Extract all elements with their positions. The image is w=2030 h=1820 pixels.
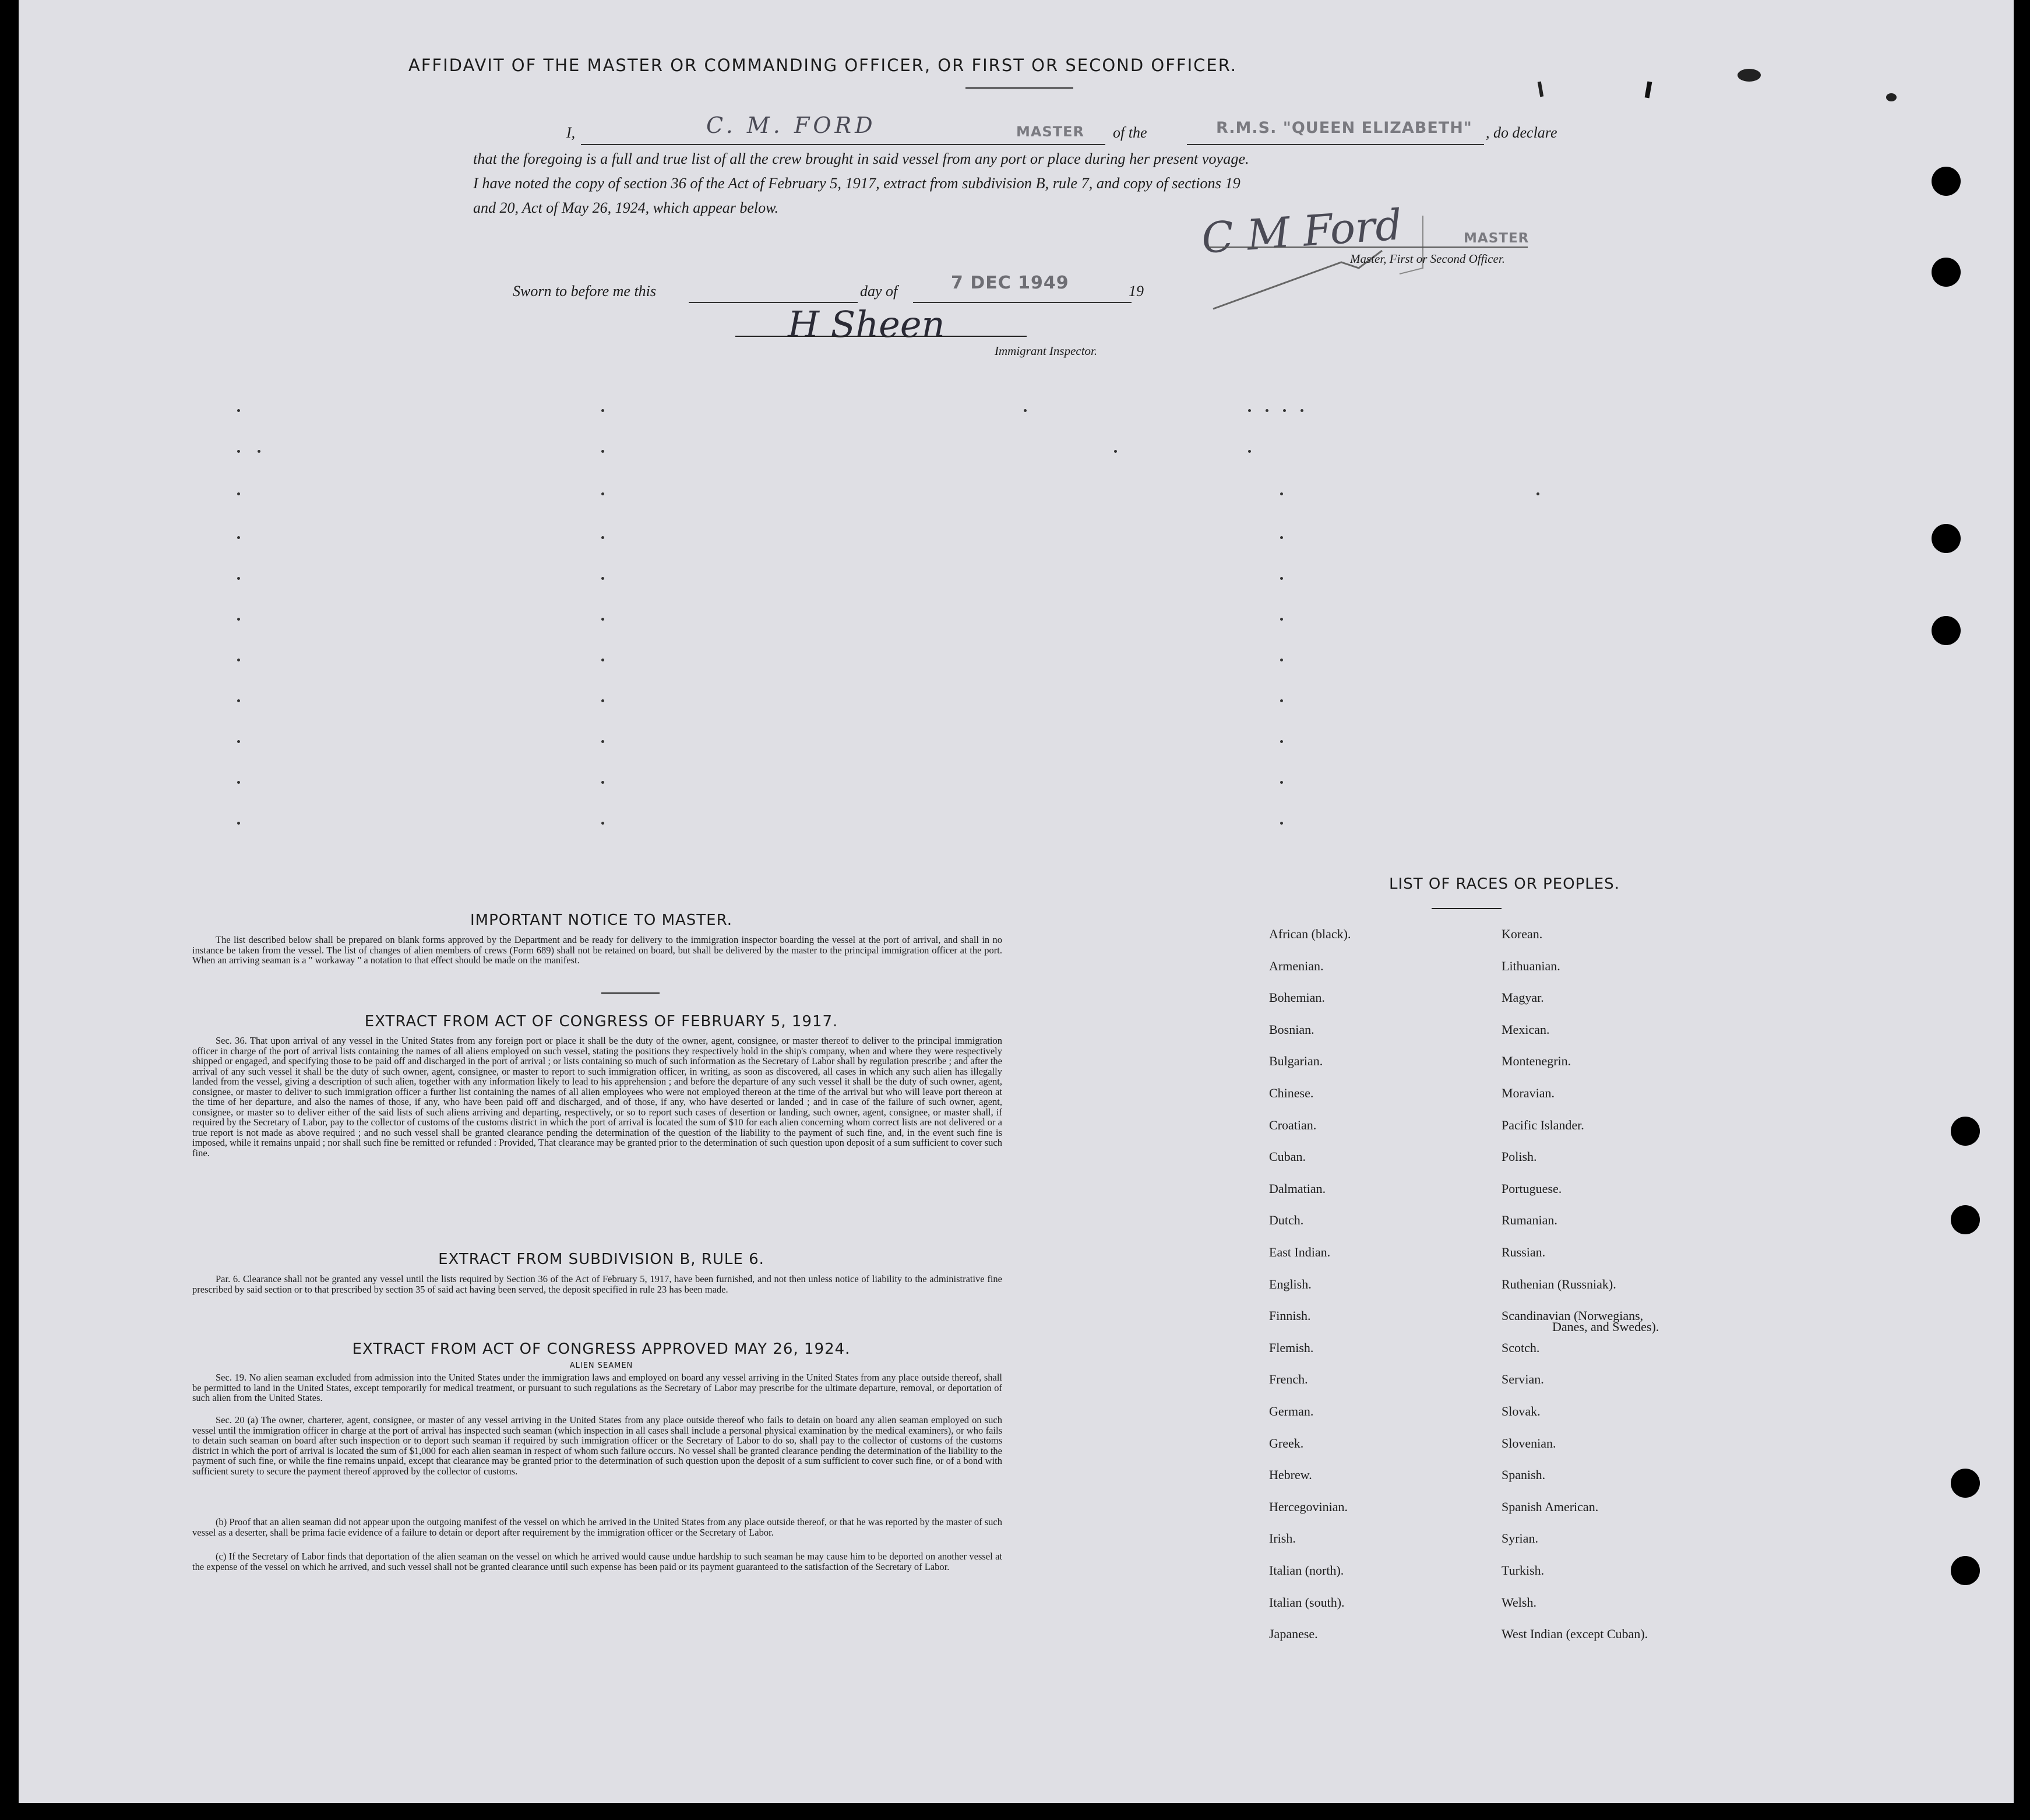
year-prefix: 19 xyxy=(1129,283,1144,300)
race-item: Montenegrin. xyxy=(1502,1054,1571,1069)
rank-stamp: MASTER xyxy=(1016,124,1084,140)
race-item: Scandinavian (Norwegians, xyxy=(1502,1308,1644,1323)
race-item: Lithuanian. xyxy=(1502,958,1560,973)
ink-mark xyxy=(1538,82,1543,97)
punch-hole xyxy=(1932,524,1961,553)
race-item: Cuban. xyxy=(1269,1149,1306,1164)
race-item: Armenian. xyxy=(1269,958,1324,973)
declaration-line-3: I have noted the copy of section 36 of the Act of February 5, 1917, extract from subdivision B, rule 7, and copy of sections 19 xyxy=(473,175,1240,192)
race-item: Dalmatian. xyxy=(1269,1181,1326,1196)
ink-mark xyxy=(1738,69,1761,82)
sec20a-body: Sec. 20 (a) The owner, charterer, agent, consignee, or master of any vessel arriving in the United States from any place outside thereof who fails to detain on board any alien seaman employed on such vessel until the immigration officer in charge at the port of arrival has inspected such seaman (which inspection in all cases shall include a personal physical examination by the medical examiners), or who fails to detain such seaman on board after such inspection or to deport such seaman if required by such immigration officer or the Secretary of Labor to do so, shall pay to the collector of customs of the customs district in which the port of arrival is located the sum of $1,000 for each alien seaman in respect of whom such failure occurs. No vessel shall be granted clearance pending the determination of the liability to the payment of such fine, or while the fine remains unpaid, except that clearance may be granted prior to the determination of such question upon the deposit of a sum sufficient to cover such fine, or of a bond with sufficient surety to secure the payment thereof approved by the collector of customs. xyxy=(192,1414,1002,1477)
race-item: Greek. xyxy=(1269,1435,1304,1451)
race-item: Ruthenian (Russniak). xyxy=(1502,1276,1616,1291)
sec19-body: Sec. 19. No alien seaman excluded from admission into the United States under the immigration laws and employed on board any vessel arriving in the United States from any place outside thereof, shall be permitted to land in the United States, except temporarily for medical treatment, or pursuant to such regulations as the Secretary of Labor may prescribe for the ultimate departure, removal, or deportation of such alien from the United States. xyxy=(192,1372,1002,1403)
sworn-label: Sworn to before me this xyxy=(513,283,657,300)
document-page xyxy=(19,0,2014,1803)
race-item: Polish. xyxy=(1502,1149,1537,1164)
inspector-line xyxy=(735,315,1027,337)
race-scandinavian-cont: Danes, and Swedes). xyxy=(1552,1319,1659,1334)
race-item: Japanese. xyxy=(1269,1627,1318,1642)
races-rule xyxy=(1432,908,1502,909)
race-item: Dutch. xyxy=(1269,1213,1304,1228)
inspector-signature: H Sheen xyxy=(788,303,945,346)
master-name: C. M. FORD xyxy=(706,112,876,138)
inspector-caption: Immigrant Inspector. xyxy=(995,344,1098,358)
race-item: Magyar. xyxy=(1502,990,1544,1005)
race-item: Hercegovinian. xyxy=(1269,1499,1348,1514)
race-item: Chinese. xyxy=(1269,1086,1314,1100)
rule6-body: Par. 6. Clearance shall not be granted any vessel until the lists required by Section 36 of the Act of February 5, 1917, have been furnished, and not then unless notice of liability to the administrative fine prescribed by said section or to that prescribed by section 35 of said act having been served, the deposit specified in rule 23 has been made. xyxy=(192,1273,1002,1295)
alien-seamen-subheading: ALIEN SEAMEN xyxy=(569,1361,633,1370)
races-heading: LIST OF RACES OR PEOPLES. xyxy=(1389,875,1620,893)
race-item: Scotch. xyxy=(1502,1340,1540,1355)
race-item: Spanish. xyxy=(1502,1467,1546,1483)
punch-hole xyxy=(1951,1556,1980,1585)
punch-hole xyxy=(1932,167,1961,196)
title-rule xyxy=(965,87,1073,89)
rule6-heading: EXTRACT FROM SUBDIVISION B, RULE 6. xyxy=(438,1251,764,1268)
race-item: English. xyxy=(1269,1276,1312,1291)
race-item: Turkish. xyxy=(1502,1563,1545,1578)
notice-heading: IMPORTANT NOTICE TO MASTER. xyxy=(470,911,733,929)
race-item: Irish. xyxy=(1269,1531,1296,1546)
declaration-line-2: that the foregoing is a full and true list of all the crew brought in said vessel from any port or place during her present voyage. xyxy=(473,150,1249,167)
race-item: Hebrew. xyxy=(1269,1467,1312,1483)
race-item: African (black). xyxy=(1269,927,1351,941)
race-item: French. xyxy=(1269,1372,1308,1387)
notice-rule xyxy=(601,992,660,994)
extract-1917-body: Sec. 36. That upon arrival of any vessel in the United States from any foreign port or place it shall be the duty of the owner, agent, consignee, or master thereof to deliver to the principal immigration officer in charge of the port of arrival lists containing the names of all aliens employed on such vessel, stating the positions they respectively hold in the ship's company, when and where they were respectively shipped or engaged, and specifying those to be paid off and discharged in the port of arrival ; or lists containing so much of such information as the Secretary of Labor shall by regulation prescribe ; and after the arrival of any such vessel it shall be the duty of such owner, agent, consignee, or master to report to such immigration officer, in writing, as soon as discovered, all cases in which any such alien has illegally landed from the vessel, giving a description of such alien, together with any information likely to lead to his apprehension ; and before the departure of any such vessel it shall be the duty of such owner, agent, consignee, or master to deliver to such immigration officer a further list containing the names of all alien employees who were not employed thereon at the time of the arrival but who will leave port thereon at the time of her departure, and also the names of those, if any, who have been paid off and discharged, and of those, if any, who have deserted or landed ; and in case of the failure of such owner, agent, consignee, or master so to deliver either of the said lists of such aliens arriving and departing, respectively, or so to report such cases of desertion or landing, such owner, agent, consignee, or master shall, if required by the Secretary of Labor, pay to the collector of customs of the customs district in which the port of arrival is located the sum of $10 for each alien concerning whom correct lists are not delivered or a true report is not made as above required ; and no such vessel shall be granted clearance pending the determination of the question of the liability to the payment of such fine, and, in the event such fine is imposed, while it remains unpaid ; nor shall such fine be remitted or refunded : Provided, That clearance may be granted prior to the determination of such question upon deposit of a sum sufficient to cover such fine. xyxy=(192,1035,1002,1159)
sec20c-body: (c) If the Secretary of Labor finds that deportation of the alien seaman on the vessel on which he arrived would cause undue hardship to such seaman he may cause him to be deported on another vessel at the expense of the vessel on which he arrived, and such vessel shall not be granted clearance until such expense has been paid or its payment guaranteed to the satisfaction of the Secretary of Labor. xyxy=(192,1551,1002,1572)
declaration-line-4: and 20, Act of May 26, 1924, which appear below. xyxy=(473,199,779,216)
signature-rank-stamp: MASTER xyxy=(1464,231,1529,246)
declaration-i: I, xyxy=(566,124,576,141)
race-item: Rumanian. xyxy=(1502,1213,1557,1228)
day-of-label: day of xyxy=(860,283,898,300)
race-item: Russian. xyxy=(1502,1245,1546,1259)
notice-body: The list described below shall be prepared on blank forms approved by the Department and be ready for delivery to the immigration inspector boarding the vessel at the port of arrival, and shall in no instance be taken from the vessel. The list of changes of alien members of crews (Form 689) shall not be retained on board, but shall be delivered by the master to the principal immigration officer at the port. When an arriving seaman is a " workaway " a notation to that effect should be made on the manifest. xyxy=(192,934,1002,966)
race-item: Servian. xyxy=(1502,1372,1544,1387)
race-item: Finnish. xyxy=(1269,1308,1311,1323)
race-item: Portuguese. xyxy=(1502,1181,1562,1196)
race-item: West Indian (except Cuban). xyxy=(1502,1627,1648,1642)
date-stamp: 7 DEC 1949 xyxy=(951,273,1069,293)
race-item: Flemish. xyxy=(1269,1340,1314,1355)
sworn-day-line xyxy=(689,283,858,303)
extract-1917-heading: EXTRACT FROM ACT OF CONGRESS OF FEBRUARY 5, 1917. xyxy=(364,1013,838,1030)
punch-hole xyxy=(1932,258,1961,287)
vessel-stamp: R.M.S. "QUEEN ELIZABETH" xyxy=(1216,119,1472,137)
punch-hole xyxy=(1951,1117,1980,1146)
punch-hole xyxy=(1951,1469,1980,1498)
punch-hole xyxy=(1951,1205,1980,1234)
race-item: Korean. xyxy=(1502,927,1543,941)
race-item: Croatian. xyxy=(1269,1117,1317,1132)
ink-mark xyxy=(1886,93,1897,101)
signature-caption: Master, First or Second Officer. xyxy=(1350,252,1505,266)
race-item: Slovak. xyxy=(1502,1404,1541,1418)
race-item: Bulgarian. xyxy=(1269,1054,1323,1069)
race-item: Pacific Islander. xyxy=(1502,1117,1584,1132)
master-signature: C M Ford xyxy=(1200,200,1404,263)
race-item: Spanish American. xyxy=(1502,1499,1599,1514)
race-item: Welsh. xyxy=(1502,1594,1536,1610)
affidavit-title: AFFIDAVIT OF THE MASTER OR COMMANDING OFFICER, OR FIRST OR SECOND OFFICER. xyxy=(408,55,1238,75)
race-item: Bohemian. xyxy=(1269,990,1325,1005)
race-item: Italian (south). xyxy=(1269,1594,1345,1610)
do-declare-label: , do declare xyxy=(1486,124,1557,141)
race-item: German. xyxy=(1269,1404,1314,1418)
race-item: East Indian. xyxy=(1269,1245,1331,1259)
race-item: Bosnian. xyxy=(1269,1022,1314,1037)
race-item: Syrian. xyxy=(1502,1531,1538,1546)
ink-mark xyxy=(1645,82,1652,98)
race-item: Moravian. xyxy=(1502,1086,1555,1100)
race-item: Italian (north). xyxy=(1269,1563,1344,1578)
extract-1924-heading: EXTRACT FROM ACT OF CONGRESS APPROVED MAY 26, 1924. xyxy=(352,1340,851,1358)
sec20b-body: (b) Proof that an alien seaman did not appear upon the outgoing manifest of the vessel on which he arrived in the United States from any place outside thereof, or that he was reported by the master of such vessel as a deserter, shall be prima facie evidence of a failure to detain or deport after requirement by the immigration officer or the Secretary of Labor. xyxy=(192,1516,1002,1538)
punch-hole xyxy=(1932,616,1961,645)
of-the-label: of the xyxy=(1113,124,1147,141)
race-item: Mexican. xyxy=(1502,1022,1550,1037)
race-item: Slovenian. xyxy=(1502,1435,1556,1451)
